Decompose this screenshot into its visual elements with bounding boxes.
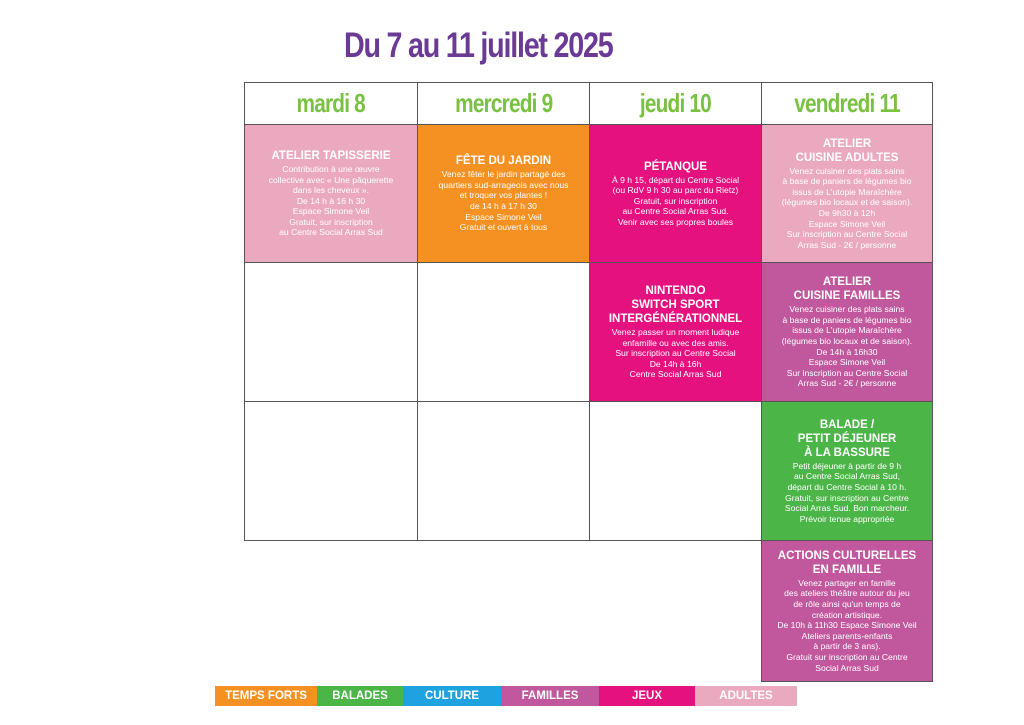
event-title: FÊTE DU JARDIN	[455, 155, 552, 168]
event-title: ATELIER TAPISSERIE	[271, 149, 391, 162]
event-petanque	[589, 124, 762, 263]
event-title: ATELIER CUISINE ADULTES	[795, 137, 899, 164]
event-title: PÉTANQUE	[643, 160, 708, 173]
category-legend	[215, 686, 797, 706]
legend-culture: CULTURE	[403, 686, 501, 706]
event-cuisine-familles	[761, 262, 933, 402]
event-title: BALADE / PETIT DÉJEUNER À LA BASSURE	[797, 418, 897, 459]
legend-temps-forts: TEMPS FORTS	[215, 686, 317, 706]
event-balade-bassure	[761, 401, 933, 541]
day-header-mardi: mardi 8	[244, 82, 418, 125]
day-header-vendredi: vendredi 11	[761, 82, 933, 125]
event-details: Venez cuisiner des plats sains à base de paniers de légumes bio issus de L'utopie Maraîchère (légumes bio locaux et de saison). De 14h à 16h30 Espace Simone Veil Sur inscription au Centre Social Arras Sud - 2€ / personne	[781, 304, 913, 389]
empty-cell	[589, 401, 762, 541]
day-header-jeudi: jeudi 10	[589, 82, 762, 125]
weekly-schedule-table	[244, 82, 933, 541]
event-title: NINTENDO SWITCH SPORT INTERGÉNÉRATIONNEL	[608, 285, 743, 326]
day-header-mercredi: mercredi 9	[417, 82, 590, 125]
legend-jeux: JEUX	[599, 686, 695, 706]
event-cuisine-adultes	[761, 124, 933, 263]
event-title: ACTIONS CULTURELLES EN FAMILLE	[777, 549, 917, 576]
event-atelier-tapisserie	[244, 124, 418, 263]
empty-cell	[417, 262, 590, 402]
legend-balades: BALADES	[317, 686, 403, 706]
event-nintendo-switch-sport	[589, 262, 762, 402]
empty-cell	[244, 262, 418, 402]
page-title: Du 7 au 11 juillet 2025	[344, 26, 613, 65]
event-fete-du-jardin	[417, 124, 590, 263]
event-details: Venez fêter le jardin partagé des quartiers sud-arrageois avec nous et troquer vos plantes ! de 14 h à 17 h 30 Espace Simone Veil Gratuit et ouvert à tous	[438, 169, 569, 233]
event-details: À 9 h 15, départ du Centre Social (ou RdV 9 h 30 au parc du Rietz) Gratuit, sur inscription au Centre Social Arras Sud. Venir avec ses propres boules	[611, 174, 740, 227]
event-details: Venez cuisiner des plats sains à base de paniers de légumes bio issus de L'utopie Maraîchère (légumes bio locaux et de saison). De 9h30 à 12h Espace Simone Veil Sur inscription au Centre Social Arras Sud - 2€ / personne	[781, 165, 913, 250]
event-details: Venez partager en famille des ateliers théâtre autour du jeu de rôle ainsi qu'un temps de création artistique. De 10h à 11h30 Espace Simone Veil Ateliers parents-enfants à partir de 3 ans). Gratuit sur inscription au Centre Social Arras Sud	[777, 577, 917, 673]
event-actions-culturelles	[761, 540, 933, 682]
event-details: Petit déjeuner à partir de 9 h au Centre Social Arras Sud, départ du Centre Social à 10 h. Gratuit, sur inscription au Centre Social Arras Sud. Bon marcheur. Prévoir tenue appropriée	[784, 460, 910, 524]
event-title: ATELIER CUISINE FAMILLES	[793, 276, 901, 303]
empty-cell	[417, 401, 590, 541]
event-details: Contribution à une œuvre collective avec « Une pâquerette dans les cheveux ». De 14 h à 16 h 30 Espace Simone Veil Gratuit, sur inscription au Centre Social Arras Sud	[268, 163, 394, 238]
legend-adultes: ADULTES	[695, 686, 797, 706]
event-details: Venez passer un moment ludique enfamille ou avec des amis. Sur inscription au Centre Social De 14h à 16h Centre Social Arras Sud	[611, 327, 740, 380]
legend-familles: FAMILLES	[501, 686, 599, 706]
empty-cell	[244, 401, 418, 541]
